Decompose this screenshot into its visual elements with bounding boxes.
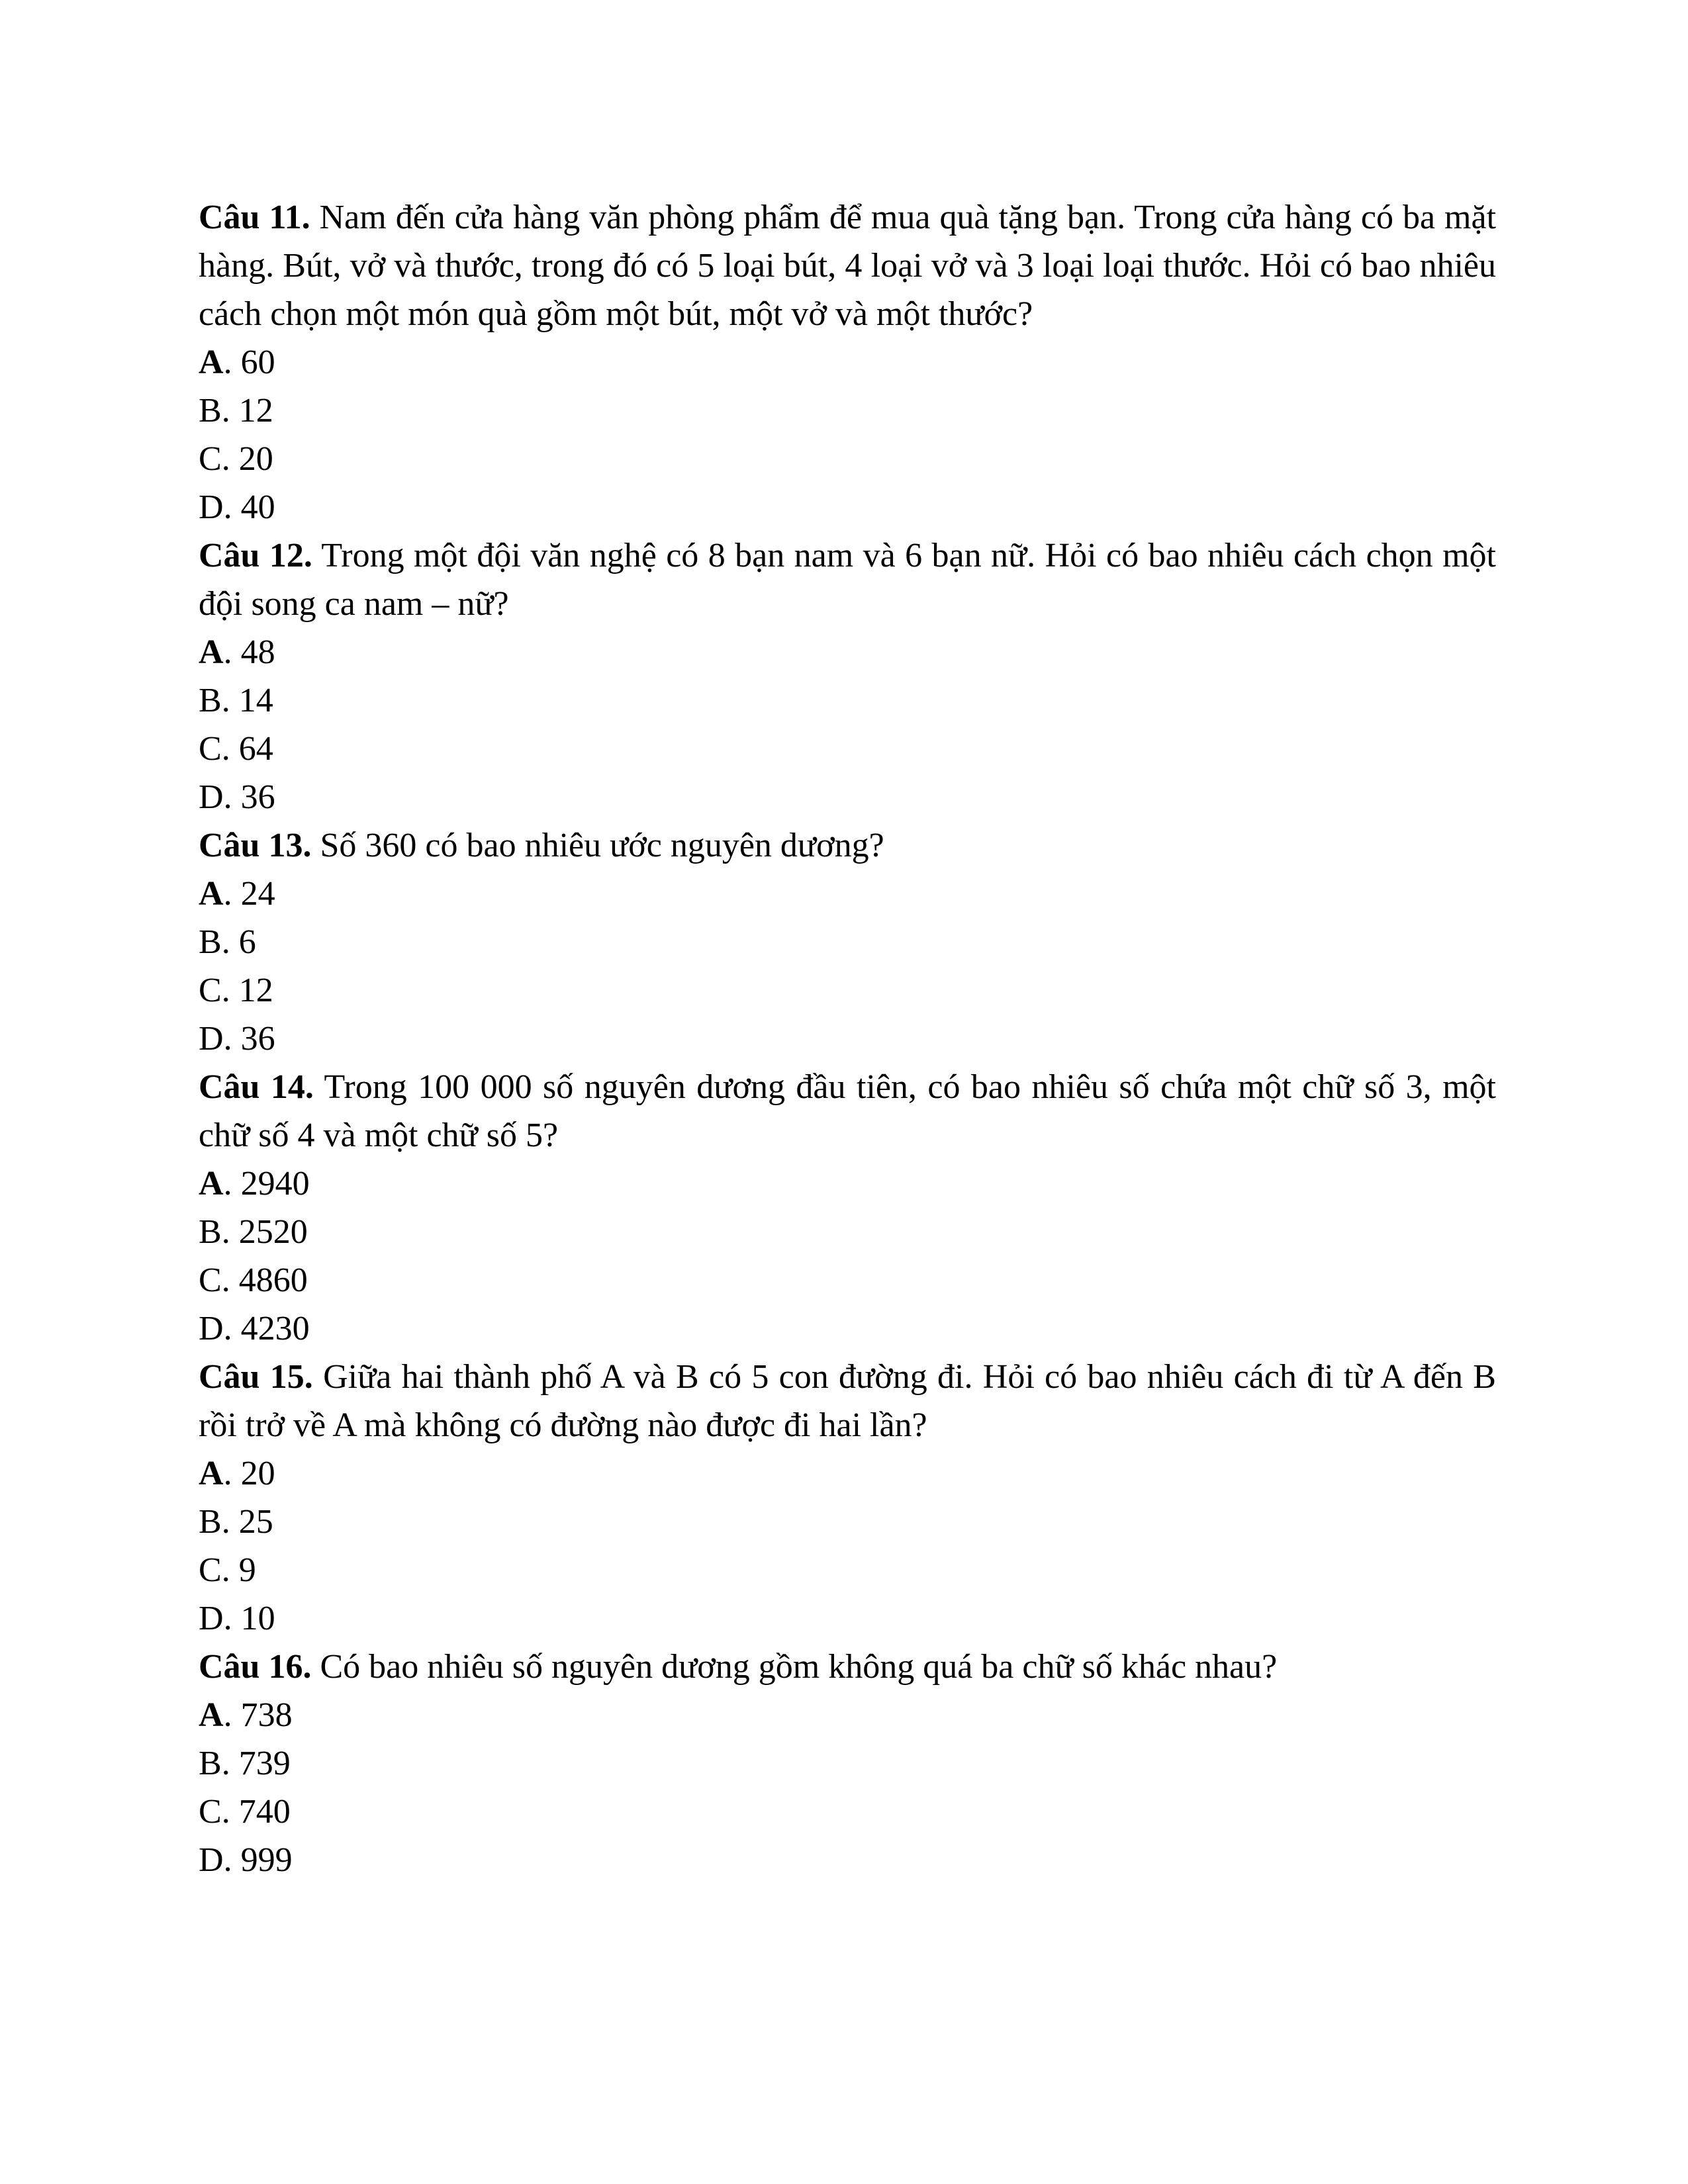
- option-d: D. 36: [199, 778, 275, 816]
- question-14: [199, 1063, 1496, 1353]
- option-a: A. 738: [199, 1696, 293, 1734]
- option-b: B. 2520: [199, 1213, 308, 1251]
- question-body: Nam đến cửa hàng văn phòng phẩm để mua quà tặng bạn. Trong cửa hàng có ba mặt hàng. Bút, vở và thước, trong đó có 5 loại bút, 4 loại vở và 3 loại loại thước. Hỏi có bao nhiêu cách chọn một món quà gồm một bút, một vở và một thước?: [199, 199, 1497, 333]
- option-b: B. 739: [199, 1745, 291, 1782]
- question-label: Câu 13.: [199, 827, 312, 864]
- option-d: D. 36: [199, 1020, 275, 1058]
- option-a: A. 24: [199, 875, 275, 913]
- question-15: [199, 1353, 1496, 1643]
- option-c: C. 4860: [199, 1261, 308, 1299]
- option-a: A. 2940: [199, 1165, 310, 1203]
- question-text: [199, 1063, 1496, 1160]
- option-b: B. 25: [199, 1503, 273, 1541]
- question-text: [199, 193, 1496, 338]
- question-11: [199, 193, 1496, 531]
- option-c: C. 9: [199, 1551, 256, 1589]
- question-label: Câu 15.: [199, 1358, 313, 1396]
- question-text: [199, 821, 1496, 870]
- option-c: C. 20: [199, 440, 273, 478]
- question-13: [199, 821, 1496, 1063]
- option-c: C. 740: [199, 1793, 291, 1831]
- question-label: Câu 11.: [199, 199, 310, 236]
- question-body: Số 360 có bao nhiêu ước nguyên dương?: [320, 827, 884, 864]
- option-a: A. 48: [199, 633, 275, 671]
- question-body: Trong 100 000 số nguyên dương đầu tiên, có bao nhiêu số chứa một chữ số 3, một chữ số 4 và một chữ số 5?: [199, 1068, 1496, 1154]
- option-a: A. 60: [199, 343, 275, 381]
- question-text: [199, 531, 1496, 628]
- option-c: C. 64: [199, 730, 273, 768]
- question-text: [199, 1353, 1496, 1449]
- option-d: D. 40: [199, 488, 275, 526]
- option-c: C. 12: [199, 972, 273, 1009]
- question-body: Trong một đội văn nghệ có 8 bạn nam và 6 bạn nữ. Hỏi có bao nhiêu cách chọn một đội song ca nam – nữ?: [199, 537, 1496, 623]
- question-16: [199, 1643, 1496, 1884]
- question-12: [199, 531, 1496, 821]
- option-b: B. 12: [199, 392, 273, 430]
- document-page: [199, 193, 1496, 1884]
- question-body: Giữa hai thành phố A và B có 5 con đường đi. Hỏi có bao nhiêu cách đi từ A đến B rồi trở về A mà không có đường nào được đi hai lần?: [199, 1358, 1496, 1444]
- question-text: [199, 1643, 1496, 1691]
- option-d: D. 4230: [199, 1310, 310, 1347]
- question-label: Câu 12.: [199, 537, 312, 574]
- option-b: B. 14: [199, 682, 273, 719]
- option-d: D. 10: [199, 1600, 275, 1637]
- question-body: Có bao nhiêu số nguyên dương gồm không quá ba chữ số khác nhau?: [320, 1648, 1278, 1686]
- question-label: Câu 14.: [199, 1068, 314, 1106]
- question-label: Câu 16.: [199, 1648, 312, 1686]
- option-d: D. 999: [199, 1841, 293, 1879]
- option-a: A. 20: [199, 1455, 275, 1492]
- option-b: B. 6: [199, 923, 256, 961]
